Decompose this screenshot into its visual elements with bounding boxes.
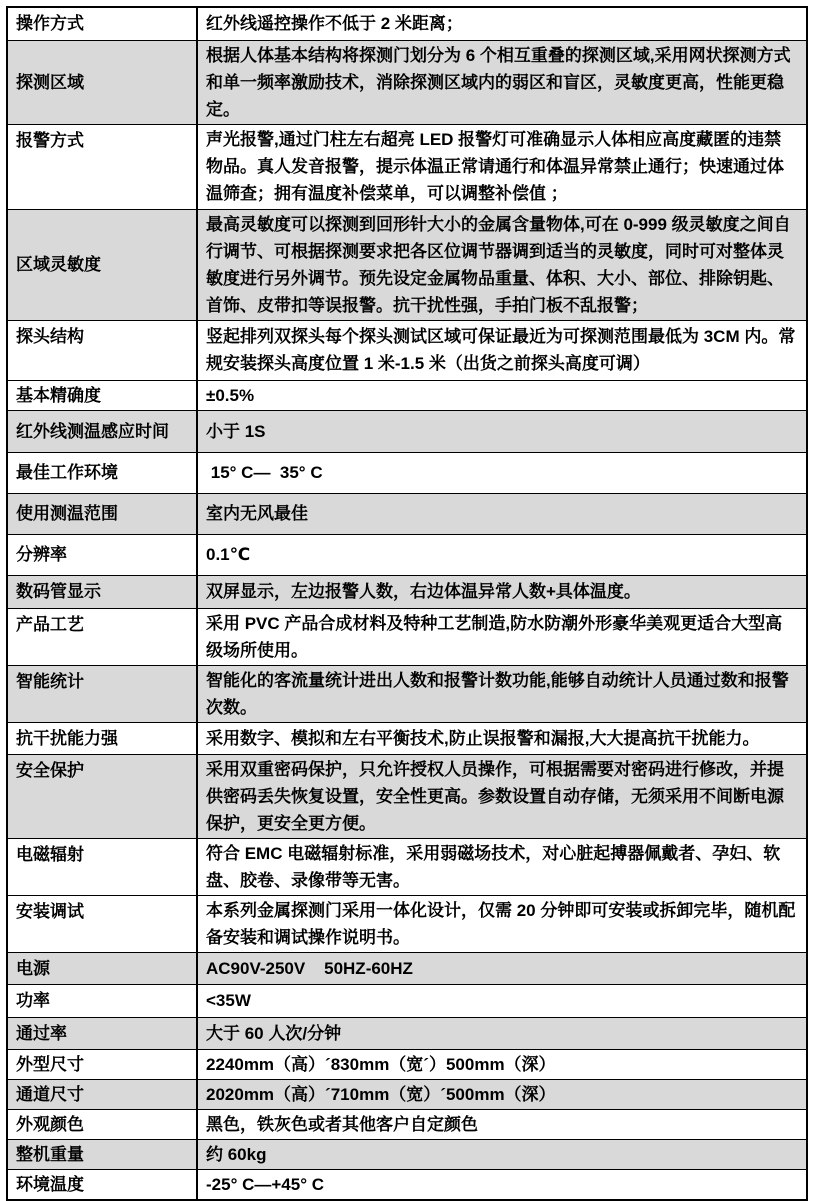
spec-value: 本系列金属探测门采用一体化设计，仅需 20 分钟即可安装或拆卸完毕，随机配备安装和调试操作说明书。 bbox=[197, 895, 807, 952]
spec-label: 外型尺寸 bbox=[7, 1049, 197, 1079]
table-row bbox=[7, 1017, 807, 1049]
spec-label: 通道尺寸 bbox=[7, 1079, 197, 1109]
table-row bbox=[7, 608, 807, 665]
spec-label: 操作方式 bbox=[7, 7, 197, 40]
spec-label: 整机重量 bbox=[7, 1139, 197, 1169]
spec-label: 功率 bbox=[7, 984, 197, 1017]
table-row bbox=[7, 1109, 807, 1139]
spec-value: -25° C—+45° C bbox=[197, 1169, 807, 1200]
table-row bbox=[7, 40, 807, 124]
table-row bbox=[7, 320, 807, 380]
spec-value: 符合 EMC 电磁辐射标准，采用弱磁场技术，对心脏起搏器佩戴者、孕妇、软盘、胶卷、录像带等无害。 bbox=[197, 838, 807, 895]
table-row bbox=[7, 124, 807, 209]
spec-label: 环境温度 bbox=[7, 1169, 197, 1200]
table-row bbox=[7, 1169, 807, 1200]
spec-label: 最佳工作环境 bbox=[7, 452, 197, 493]
spec-label: 电源 bbox=[7, 952, 197, 984]
table-row bbox=[7, 209, 807, 320]
spec-label: 基本精确度 bbox=[7, 380, 197, 410]
table-row bbox=[7, 895, 807, 952]
spec-label: 使用测温范围 bbox=[7, 493, 197, 534]
spec-value: 根据人体基本结构将探测门划分为 6 个相互重叠的探测区域,采用网状探测方式和单一频率激励技术，消除探测区域内的弱区和盲区，灵敏度更高，性能更稳定。 bbox=[197, 40, 807, 124]
spec-value: 红外线遥控操作不低于 2 米距离； bbox=[197, 7, 807, 40]
spec-value: 声光报警,通过门柱左右超亮 LED 报警灯可准确显示人体相应高度藏匿的违禁物品。真人发音报警，提示体温正常请通行和体温异常禁止通行；快速通过体温筛查；拥有温度补偿菜单，可以调整补偿值 ； bbox=[197, 124, 807, 209]
spec-label: 报警方式 bbox=[7, 124, 197, 209]
spec-label: 通过率 bbox=[7, 1017, 197, 1049]
spec-label: 安全保护 bbox=[7, 754, 197, 838]
spec-table-body bbox=[7, 7, 807, 1200]
spec-label: 红外线测温感应时间 bbox=[7, 410, 197, 452]
spec-label: 探头结构 bbox=[7, 320, 197, 380]
spec-value: 采用 PVC 产品合成材料及特种工艺制造,防水防潮外形豪华美观更适合大型高级场所使用。 bbox=[197, 608, 807, 665]
table-row bbox=[7, 1139, 807, 1169]
spec-label: 产品工艺 bbox=[7, 608, 197, 665]
spec-value: 室内无风最佳 bbox=[197, 493, 807, 534]
spec-value: 15° C— 35° C bbox=[197, 452, 807, 493]
table-row bbox=[7, 665, 807, 722]
spec-label: 探测区域 bbox=[7, 40, 197, 124]
spec-value: 双屏显示，左边报警人数，右边体温异常人数+具体温度。 bbox=[197, 575, 807, 608]
table-row bbox=[7, 1079, 807, 1109]
spec-label: 分辨率 bbox=[7, 534, 197, 575]
spec-value: <35W bbox=[197, 984, 807, 1017]
table-row bbox=[7, 410, 807, 452]
spec-value: AC90V-250V 50HZ-60HZ bbox=[197, 952, 807, 984]
spec-value: 采用双重密码保护，只允许授权人员操作，可根据需要对密码进行修改，并提供密码丢失恢复设置，安全性更高。参数设置自动存储，无须采用不间断电源保护，更安全更方便。 bbox=[197, 754, 807, 838]
spec-label: 外观颜色 bbox=[7, 1109, 197, 1139]
spec-value: 2020mm（高）´710mm（宽）´500mm（深） bbox=[197, 1079, 807, 1109]
spec-label: 数码管显示 bbox=[7, 575, 197, 608]
spec-value: 竖起排列双探头每个探头测试区域可保证最近为可探测范围最低为 3CM 内。常规安装探头高度位置 1 米-1.5 米（出货之前探头高度可调） bbox=[197, 320, 807, 380]
spec-label: 区域灵敏度 bbox=[7, 209, 197, 320]
spec-value: 黑色，铁灰色或者其他客户自定颜色 bbox=[197, 1109, 807, 1139]
spec-value: 智能化的客流量统计进出人数和报警计数功能,能够自动统计人员通过数和报警次数。 bbox=[197, 665, 807, 722]
table-row bbox=[7, 952, 807, 984]
table-row bbox=[7, 7, 807, 40]
table-row bbox=[7, 722, 807, 754]
table-row bbox=[7, 493, 807, 534]
table-row bbox=[7, 838, 807, 895]
spec-value: 小于 1S bbox=[197, 410, 807, 452]
table-row bbox=[7, 984, 807, 1017]
spec-value: 2240mm（高）´830mm（宽´）500mm（深） bbox=[197, 1049, 807, 1079]
table-row bbox=[7, 452, 807, 493]
spec-label: 抗干扰能力强 bbox=[7, 722, 197, 754]
spec-value: ±0.5% bbox=[197, 380, 807, 410]
table-row bbox=[7, 380, 807, 410]
spec-table bbox=[6, 6, 808, 1201]
spec-label: 智能统计 bbox=[7, 665, 197, 722]
spec-label: 电磁辐射 bbox=[7, 838, 197, 895]
spec-label: 安装调试 bbox=[7, 895, 197, 952]
spec-value: 大于 60 人次/分钟 bbox=[197, 1017, 807, 1049]
table-row bbox=[7, 534, 807, 575]
spec-value: 采用数字、模拟和左右平衡技术,防止误报警和漏报,大大提高抗干扰能力。 bbox=[197, 722, 807, 754]
table-row bbox=[7, 754, 807, 838]
spec-value: 最高灵敏度可以探测到回形针大小的金属含量物体,可在 0-999 级灵敏度之间自行调节、可根据探测要求把各区位调节器调到适当的灵敏度，同时可对整体灵敏度进行另外调节。预先设定金属物品重量、体积、大小、部位、排除钥匙、首饰、皮带扣等误报警。抗干扰性强，手拍门板不乱报警； bbox=[197, 209, 807, 320]
spec-value: 约 60kg bbox=[197, 1139, 807, 1169]
table-row bbox=[7, 1049, 807, 1079]
table-row bbox=[7, 575, 807, 608]
spec-value: 0.1℃ bbox=[197, 534, 807, 575]
